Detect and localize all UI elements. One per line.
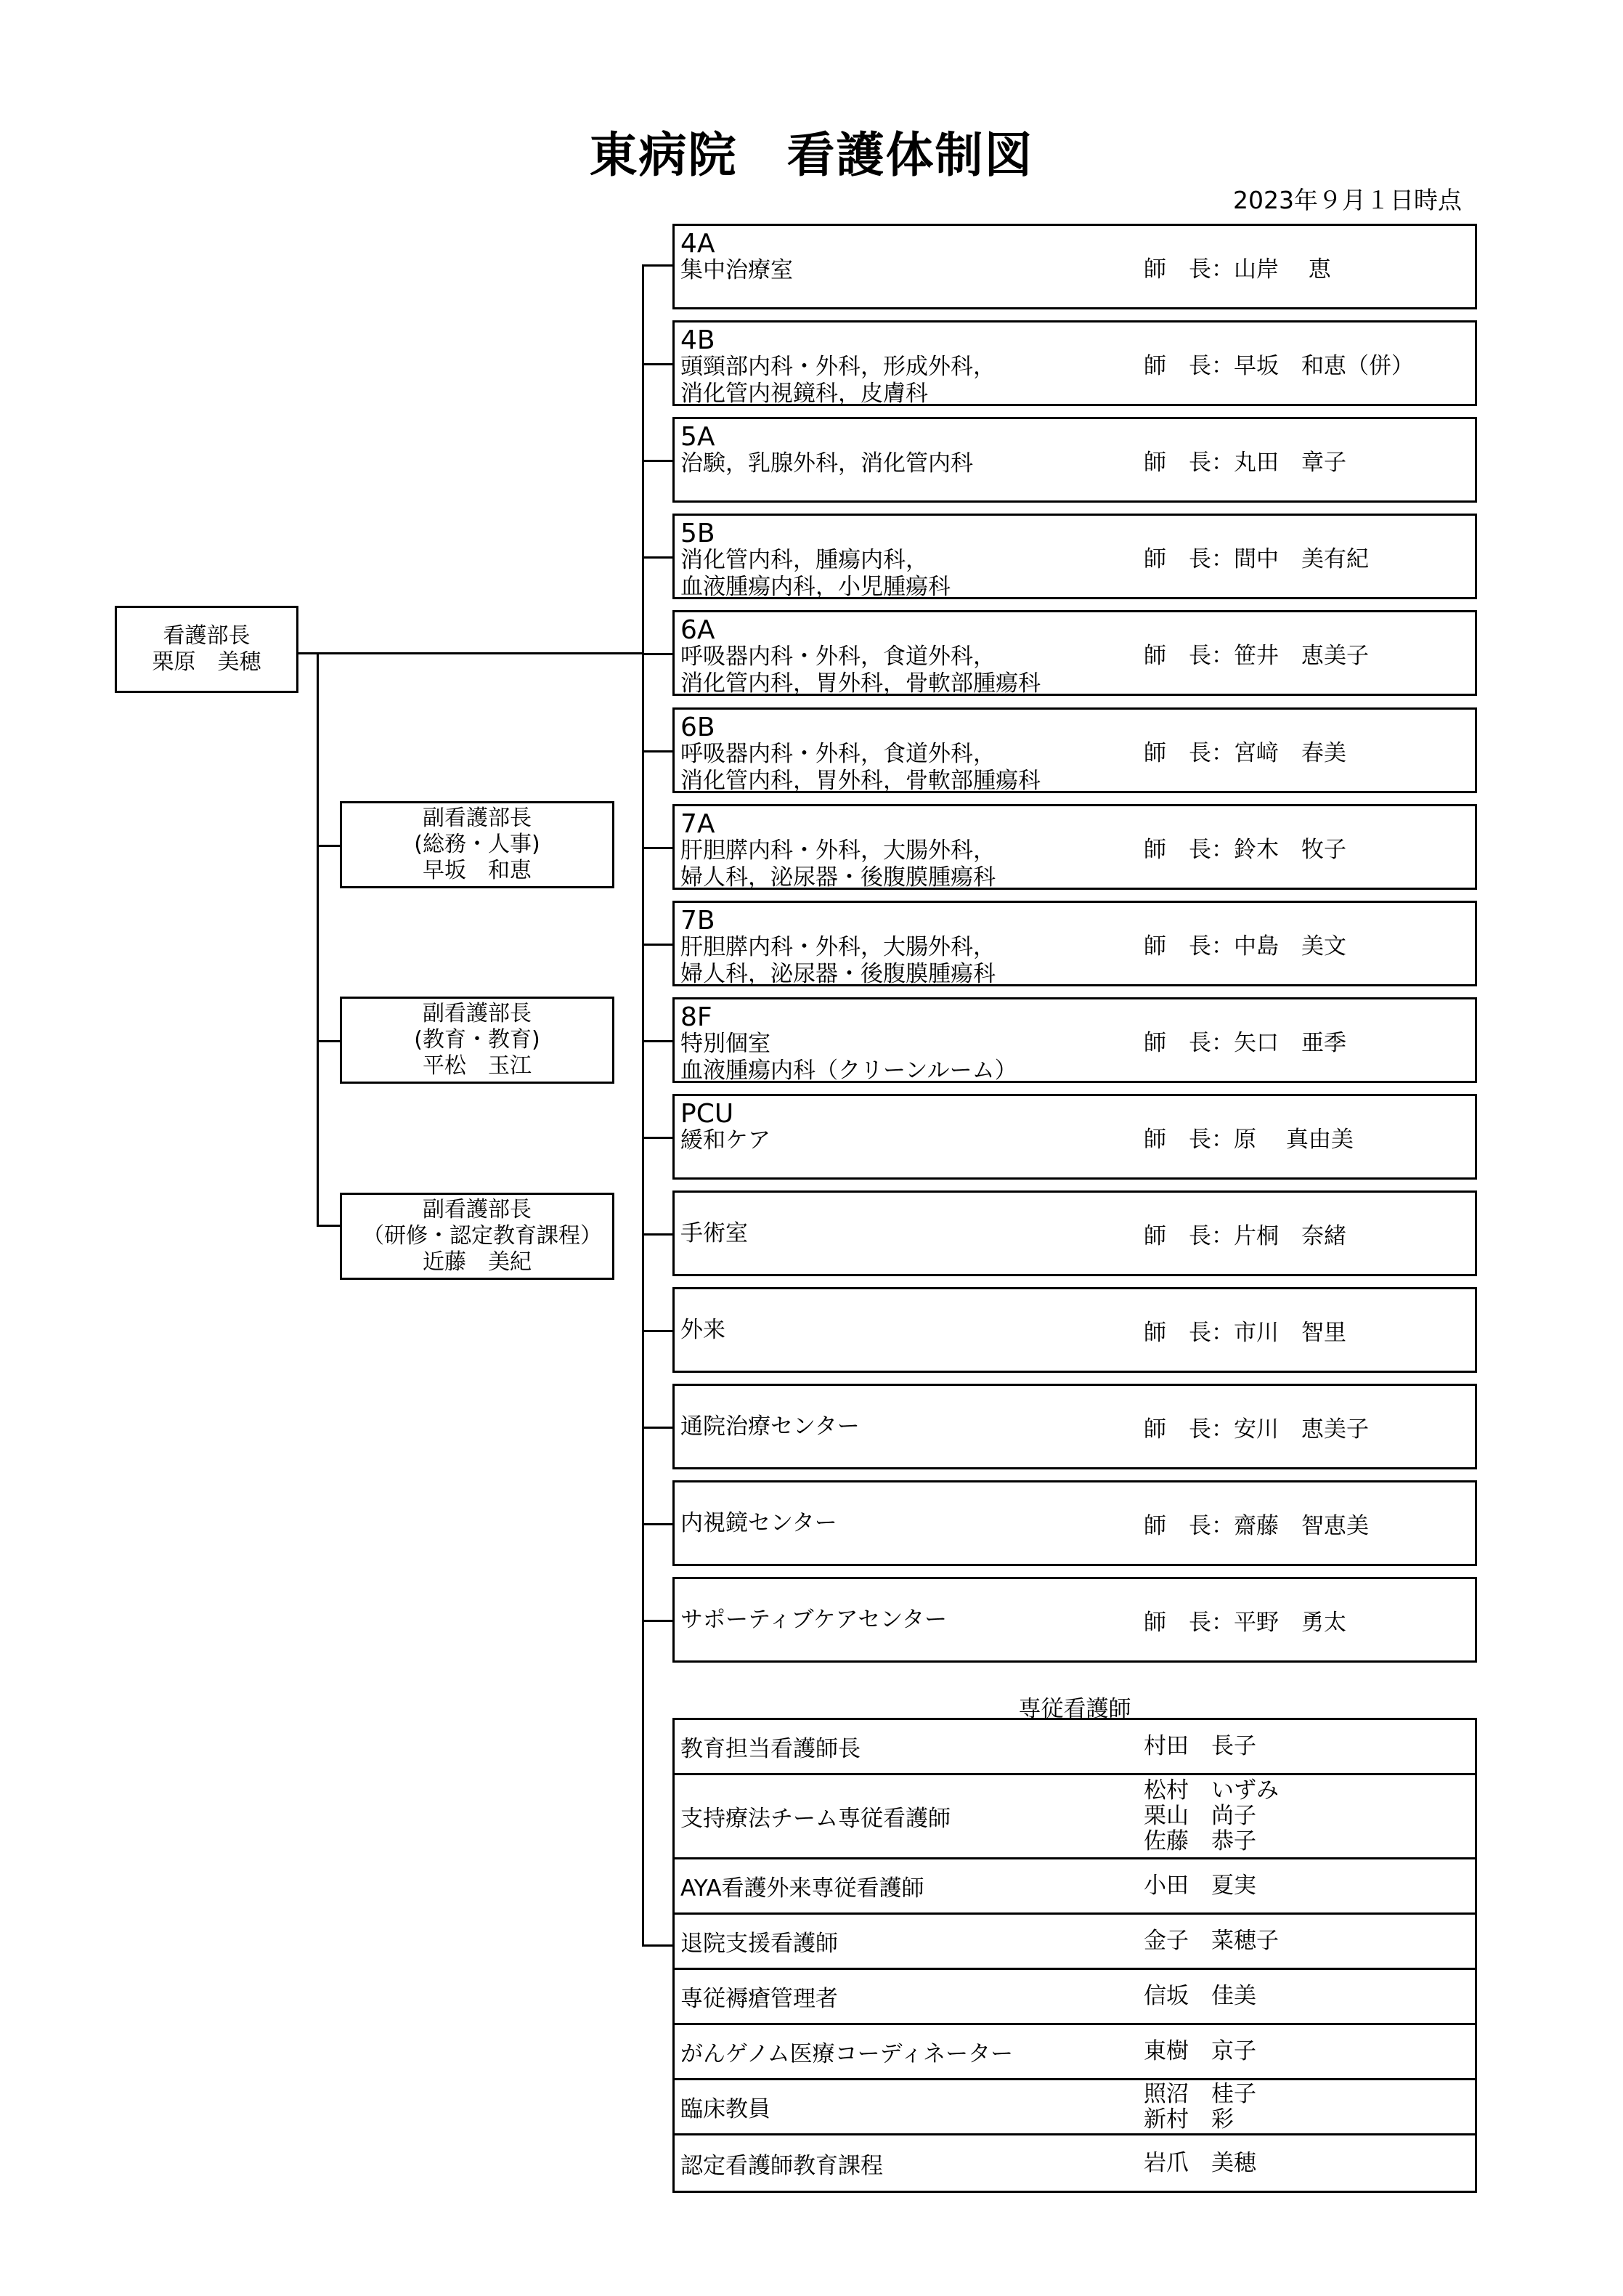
staff-row: [675, 1720, 1475, 1775]
ward-department: 消化管内科，胃外科，骨軟部腫瘍科: [680, 670, 1041, 697]
deputy-dept: （研修・認定教育課程）: [362, 1223, 602, 1249]
ward-department: サポーティブケアセンター: [680, 1606, 948, 1633]
director-box: [115, 606, 298, 693]
ward-department: 特別個室: [680, 1031, 770, 1057]
staff-name: 村田 長子: [1144, 1733, 1256, 1759]
staff-names: [1144, 2151, 1256, 2176]
connector-ward-tick: [642, 1523, 672, 1525]
deputy-box-education: [340, 997, 614, 1084]
staff-role: 退院支援看護師: [680, 1931, 838, 1957]
ward-code: 6A: [680, 615, 715, 645]
connector-ward-top-stub: [642, 264, 672, 267]
ward-description: [680, 1386, 860, 1467]
ward-department: 肝胆膵内科・外科，大腸外科，: [680, 837, 996, 864]
director-title: 看護部長: [163, 623, 251, 649]
ward-description: [680, 230, 793, 284]
ward-description: [680, 1004, 1017, 1084]
ward-manager: 師 長：市川 智里: [1144, 1319, 1346, 1346]
deputy-box-training: [340, 1193, 614, 1280]
staff-name: 東樹 京子: [1144, 2038, 1256, 2064]
connector-ward-trunk: [642, 264, 644, 1947]
staff-table: [672, 1718, 1477, 2193]
ward-manager: 師 長：宮﨑 春美: [1144, 739, 1346, 766]
ward-description: [680, 1289, 725, 1371]
page-title: 東病院 看護体制図: [589, 127, 1034, 183]
deputy-box-general: [340, 801, 614, 888]
ward-department: 治験，乳腺外科，消化管内科: [680, 450, 973, 476]
ward-manager: 師 長：丸田 章子: [1144, 449, 1346, 476]
ward-manager: 師 長：平野 勇太: [1144, 1609, 1346, 1636]
director-name: 栗原 美穂: [152, 649, 261, 675]
staff-name: 金子 菜穂子: [1144, 1928, 1279, 1954]
ward-manager: 師 長：齋藤 智恵美: [1144, 1512, 1369, 1539]
ward-description: [680, 907, 996, 988]
staff-name: 佐藤 恭子: [1144, 1828, 1256, 1854]
connector-ward-tick: [642, 1330, 672, 1332]
ward-department: 手術室: [680, 1220, 748, 1246]
connector-deputy-trunk: [317, 652, 319, 1226]
ward-department: 血液腫瘍内科（クリーンルーム）: [680, 1058, 1017, 1084]
connector-ward-tick: [642, 1620, 672, 1622]
connector-director-horizontal: [298, 652, 643, 654]
ward-box: [672, 610, 1477, 696]
ward-code: 7B: [680, 906, 715, 936]
ward-department: 緩和ケア: [680, 1127, 770, 1153]
ward-department: 内視鏡センター: [680, 1509, 837, 1536]
ward-manager: 師 長：山岸 恵: [1144, 256, 1331, 283]
ward-manager: 師 長：中島 美文: [1144, 933, 1346, 960]
staff-row: [675, 1970, 1475, 2025]
ward-box: [672, 1287, 1477, 1373]
staff-row: [675, 2080, 1475, 2135]
staff-section-title: 専従看護師: [1018, 1696, 1131, 1722]
staff-name: 小田 夏実: [1144, 1873, 1256, 1899]
ward-manager: 師 長：間中 美有紀: [1144, 545, 1369, 572]
staff-role: 専従褥瘡管理者: [680, 1986, 838, 2012]
ward-box: [672, 997, 1477, 1083]
ward-manager: 師 長：矢口 亜季: [1144, 1029, 1346, 1056]
ward-manager: 師 長：安川 恵美子: [1144, 1416, 1369, 1443]
ward-department: 集中治療室: [680, 257, 793, 283]
ward-department: 通院治療センター: [680, 1413, 860, 1440]
staff-names: [1144, 1734, 1256, 1759]
connector-staff-bottom: [642, 1944, 672, 1947]
ward-box: [672, 320, 1477, 406]
ward-manager: 師 長：早坂 和恵（併）: [1144, 352, 1414, 379]
ward-manager: 師 長：笹井 恵美子: [1144, 642, 1369, 669]
ward-box: [672, 1094, 1477, 1180]
deputy-name: 平松 玉江: [423, 1053, 532, 1079]
connector-ward-tick: [642, 460, 672, 462]
staff-row: [675, 1915, 1475, 1970]
connector-deputy-2: [317, 1040, 340, 1042]
staff-name: 松村 いずみ: [1144, 1777, 1279, 1804]
ward-description: [680, 1193, 748, 1274]
ward-description: [680, 617, 1041, 697]
deputy-name: 早坂 和恵: [423, 858, 532, 883]
staff-names: [1144, 2039, 1256, 2064]
ward-department: 消化管内視鏡科，皮膚科: [680, 381, 928, 407]
staff-row: [675, 2025, 1475, 2080]
staff-name: 新村 彩: [1144, 2106, 1234, 2133]
as-of-date: 2023年９月１日時点: [1233, 186, 1462, 214]
deputy-name: 近藤 美紀: [423, 1249, 532, 1275]
staff-names: [1144, 2082, 1256, 2133]
ward-code: 5B: [680, 519, 715, 548]
ward-code: 6B: [680, 713, 715, 742]
staff-role: 支持療法チーム専従看護師: [680, 1806, 951, 1832]
connector-ward-tick: [642, 1427, 672, 1429]
staff-name: 照沼 桂子: [1144, 2080, 1256, 2107]
connector-ward-tick: [642, 1137, 672, 1139]
staff-names: [1144, 1873, 1256, 1899]
staff-row: [675, 2135, 1475, 2191]
ward-code: 7A: [680, 809, 715, 839]
ward-department: 婦人科，泌尿器・後腹膜腫瘍科: [680, 961, 996, 987]
connector-ward-tick: [642, 363, 672, 365]
staff-role: AYA看護外来専従看護師: [680, 1875, 924, 1902]
ward-department: 消化管内科，腫瘍内科，: [680, 547, 928, 573]
connector-ward-tick: [642, 653, 672, 655]
staff-names: [1144, 1984, 1256, 2009]
ward-box: [672, 804, 1477, 890]
staff-name: 信坂 佳美: [1144, 1983, 1256, 2009]
connector-ward-tick: [642, 750, 672, 753]
ward-description: [680, 327, 996, 407]
connector-ward-tick: [642, 847, 672, 849]
ward-description: [680, 714, 1041, 795]
connector-ward-tick: [642, 556, 672, 559]
ward-code: 8F: [680, 1002, 712, 1032]
connector-deputy-3: [317, 1225, 340, 1227]
staff-names: [1144, 1928, 1279, 1954]
ward-department: 外来: [680, 1316, 725, 1343]
ward-department: 呼吸器内科・外科，食道外科，: [680, 741, 996, 767]
ward-box: [672, 1384, 1477, 1469]
ward-box: [672, 707, 1477, 793]
staff-row: [675, 1775, 1475, 1859]
ward-manager: 師 長：鈴木 牧子: [1144, 836, 1346, 863]
deputy-dept: (総務・人事): [414, 832, 540, 857]
ward-box: [672, 1577, 1477, 1663]
staff-role: 教育担当看護師長: [680, 1736, 861, 1762]
ward-box: [672, 417, 1477, 503]
ward-department: 肝胆膵内科・外科，大腸外科，: [680, 934, 996, 960]
staff-name: 岩爪 美穂: [1144, 2149, 1256, 2176]
ward-description: [680, 1482, 837, 1564]
connector-ward-tick: [642, 944, 672, 946]
ward-code: 5A: [680, 422, 715, 452]
ward-box: [672, 224, 1477, 309]
connector-ward-tick: [642, 1040, 672, 1042]
connector-ward-tick: [642, 1233, 672, 1236]
ward-department: 婦人科，泌尿器・後腹膜腫瘍科: [680, 864, 996, 891]
ward-department: 消化管内科，胃外科，骨軟部腫瘍科: [680, 768, 1041, 794]
staff-row: [675, 1859, 1475, 1915]
ward-box: [672, 1480, 1477, 1566]
ward-manager: 師 長：片桐 奈緒: [1144, 1222, 1346, 1249]
ward-description: [680, 423, 973, 477]
ward-department: 頭頸部内科・外科，形成外科，: [680, 354, 996, 380]
ward-code: 4A: [680, 229, 715, 259]
staff-names: [1144, 1778, 1279, 1854]
deputy-title: 副看護部長: [423, 806, 532, 831]
deputy-title: 副看護部長: [423, 1001, 532, 1026]
deputy-title: 副看護部長: [423, 1197, 532, 1222]
ward-department: 呼吸器内科・外科，食道外科，: [680, 644, 996, 670]
ward-box: [672, 514, 1477, 599]
ward-description: [680, 1579, 947, 1660]
staff-name: 栗山 尚子: [1144, 1803, 1256, 1829]
ward-department: 血液腫瘍内科，小児腫瘍科: [680, 574, 951, 600]
ward-description: [680, 1100, 770, 1154]
ward-box: [672, 1190, 1477, 1276]
ward-box: [672, 901, 1477, 986]
connector-deputy-1: [317, 845, 340, 847]
ward-code: 4B: [680, 325, 715, 355]
deputy-dept: (教育・教育): [414, 1027, 540, 1052]
ward-description: [680, 811, 996, 891]
staff-role: 認定看護師教育課程: [680, 2152, 883, 2179]
staff-role: 臨床教員: [680, 2096, 770, 2122]
ward-code: PCU: [680, 1099, 734, 1129]
ward-manager: 師 長：原 真由美: [1144, 1126, 1354, 1153]
ward-description: [680, 520, 951, 601]
staff-role: がんゲノム医療コーディネーター: [680, 2041, 1014, 2067]
